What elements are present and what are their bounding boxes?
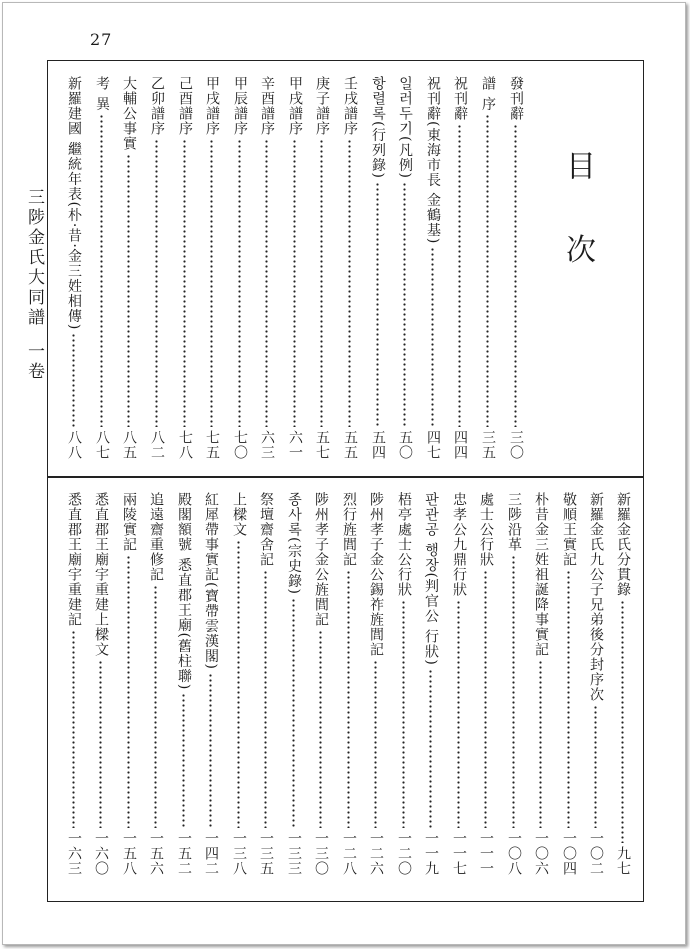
leader-dots — [587, 705, 604, 828]
toc-entry[interactable] — [505, 492, 522, 876]
toc-entry-title: 處士公行狀 — [478, 492, 494, 567]
toc-entry-title: 兩陵實記 — [121, 492, 137, 552]
toc-entry-page: 一六三 — [66, 831, 82, 876]
page-number: 27 — [90, 30, 113, 49]
leader-dots — [147, 585, 164, 828]
toc-entry-page: 八八 — [66, 430, 82, 460]
toc-entry-page: 一〇八 — [506, 831, 522, 876]
toc-entry-title: 悉直郡王廟宇重建上樑文 — [93, 492, 109, 657]
leader-dots — [231, 139, 248, 427]
toc-divider — [47, 476, 644, 478]
toc-entry-page: 一五八 — [121, 831, 137, 876]
toc-entry[interactable] — [285, 492, 302, 876]
leader-dots — [257, 570, 274, 828]
leader-dots — [369, 182, 386, 427]
toc-entry[interactable] — [367, 492, 384, 876]
toc-entry[interactable] — [203, 76, 220, 460]
toc-entry-title: 항렬록(行列錄) — [370, 76, 386, 179]
toc-entry[interactable] — [450, 492, 467, 876]
toc-entry-page: 六三 — [259, 430, 275, 460]
toc-entry-page: 一五六 — [148, 831, 164, 876]
toc-entry-title: 甲辰譜序 — [232, 76, 248, 136]
toc-entry-page: 四四 — [452, 430, 468, 460]
toc-entry[interactable] — [257, 492, 274, 876]
toc-entry[interactable] — [147, 492, 164, 876]
leader-dots — [505, 555, 522, 828]
toc-entry[interactable] — [587, 492, 604, 876]
toc-entry-page: 六一 — [287, 430, 303, 460]
toc-entry-title: 陟州孝子金公旌閭記 — [313, 492, 329, 627]
toc-entry-page: 三五 — [480, 430, 496, 460]
toc-entry[interactable] — [614, 492, 631, 876]
leader-dots — [148, 139, 165, 427]
leader-dots — [450, 600, 467, 828]
toc-entry-title: 新羅金氏九公子兄弟後分封序次 — [588, 492, 604, 702]
toc-entry-page: 一三八 — [231, 831, 247, 876]
toc-entry[interactable] — [341, 76, 358, 460]
toc-entry-title: 乙卯譜序 — [149, 76, 165, 136]
toc-entry[interactable] — [479, 76, 496, 460]
toc-entry-title: 殿閣額號 悉直郡王廟(舊柱聯) — [176, 492, 192, 691]
toc-entry-title: 新羅金氏分貫錄 — [615, 492, 631, 597]
toc-entry-title: 壬戌譜序 — [342, 76, 358, 136]
toc-entry-page: 一三三 — [286, 831, 302, 876]
leader-dots — [395, 600, 412, 828]
toc-entry[interactable] — [92, 492, 109, 876]
toc-entry-title: 譜 序 — [480, 76, 496, 112]
toc-entry-title: 大輔公事實 — [121, 76, 137, 151]
toc-entry[interactable] — [65, 76, 82, 460]
toc-entry-page: 一〇六 — [533, 831, 549, 876]
leader-dots — [120, 154, 137, 427]
leader-dots — [396, 182, 413, 427]
toc-entry[interactable] — [312, 492, 329, 876]
leader-dots — [560, 570, 577, 828]
leader-dots — [230, 540, 247, 828]
toc-entry[interactable] — [422, 492, 439, 876]
toc-entry-title: 發刊辭 — [508, 76, 524, 121]
toc-entry-title: 陟州孝子金公錫祚旌閭記 — [368, 492, 384, 657]
leader-dots — [614, 600, 631, 843]
toc-entry-title: 庚子譜序 — [314, 76, 330, 136]
leader-dots — [312, 630, 329, 828]
toc-entry[interactable] — [286, 76, 303, 460]
toc-entry[interactable] — [340, 492, 357, 876]
toc-entry[interactable] — [369, 76, 386, 460]
toc-entry-title: 三陟沿革 — [506, 492, 522, 552]
toc-entry[interactable] — [65, 492, 82, 876]
toc-entry-page: 五四 — [370, 430, 386, 460]
leader-dots — [175, 693, 192, 828]
toc-entry[interactable] — [451, 76, 468, 460]
toc-entry-title: 己酉譜序 — [177, 76, 193, 136]
toc-entry[interactable] — [532, 492, 549, 876]
toc-entry[interactable] — [396, 76, 413, 460]
toc-entry[interactable] — [395, 492, 412, 876]
toc-entry-page: 一五二 — [176, 831, 192, 876]
toc-entry-page: 一二〇 — [396, 831, 412, 876]
toc-entry[interactable] — [176, 76, 193, 460]
toc-entry-title: 敬順王實記 — [561, 492, 577, 567]
toc-entry-page: 八七 — [94, 430, 110, 460]
toc-entry-page: 一四二 — [203, 831, 219, 876]
toc-entry[interactable] — [258, 76, 275, 460]
toc-entry-page: 一〇二 — [588, 831, 604, 876]
leader-dots — [93, 114, 110, 427]
toc-entry-title: 판관공 행장(判官公 行狀) — [423, 492, 439, 666]
toc-entry-page: 三〇 — [508, 430, 524, 460]
toc-entry-page: 五七 — [314, 430, 330, 460]
spine-label — [22, 188, 47, 382]
leader-dots — [286, 139, 303, 427]
toc-entry-page: 一一九 — [423, 831, 439, 876]
leader-dots — [313, 139, 330, 427]
toc-entry-title: 祝刊辭 — [452, 76, 468, 121]
leader-dots — [65, 630, 82, 828]
toc-entry-page: 八五 — [121, 430, 137, 460]
toc-entry[interactable] — [231, 76, 248, 460]
toc-entry-title: 甲戌譜序 — [204, 76, 220, 136]
leader-dots — [532, 660, 549, 828]
toc-entry[interactable] — [93, 76, 110, 460]
toc-entry-page: 一二八 — [341, 831, 357, 876]
toc-entry-title: 紅犀帶事實記(寶帶雲漢閣) — [203, 492, 219, 670]
leader-dots — [422, 669, 439, 828]
toc-entry-page: 五〇 — [397, 430, 413, 460]
toc-entry-title: 祭壇齋舍記 — [258, 492, 274, 567]
toc-entry-title: 일러두기(凡例) — [397, 76, 413, 179]
toc-entry-title: 忠孝公九鼎行狀 — [451, 492, 467, 597]
leader-dots — [477, 570, 494, 828]
leader-dots — [92, 660, 109, 828]
leader-dots — [202, 673, 219, 828]
toc-entry-title: 新羅建國 繼統年表(朴·昔·金三姓相傳) — [66, 76, 82, 331]
toc-entry-title: 祝刊辭(東海市長 金鶴基) — [425, 76, 441, 245]
leader-dots — [424, 247, 441, 427]
spine-title: 三陟金氏大同譜 — [24, 188, 44, 328]
leader-dots — [451, 124, 468, 427]
leader-dots — [65, 333, 82, 427]
toc-entry-page: 一〇四 — [561, 831, 577, 876]
toc-entry[interactable] — [313, 76, 330, 460]
toc-entry-title: 烈行旌閭記 — [341, 492, 357, 567]
leader-dots — [341, 139, 358, 427]
leader-dots — [507, 124, 524, 427]
toc-entry-page: 一三〇 — [313, 831, 329, 876]
leader-dots — [340, 570, 357, 828]
toc-entry-title: 甲戌譜序 — [287, 76, 303, 136]
toc-entry[interactable] — [477, 492, 494, 876]
toc-entry[interactable] — [424, 76, 441, 460]
toc-entry[interactable] — [560, 492, 577, 876]
toc-entry-title: 上樑文 — [231, 492, 247, 537]
leader-dots — [479, 114, 496, 427]
toc-entry-page: 一三五 — [258, 831, 274, 876]
toc-entry[interactable] — [175, 492, 192, 876]
leader-dots — [367, 660, 384, 828]
toc-entry-page: 一一一 — [478, 831, 494, 876]
toc-entry-title: 종사록(宗史錄) — [286, 492, 302, 595]
toc-entry[interactable] — [120, 76, 137, 460]
toc-entry-page: 一二六 — [368, 831, 384, 876]
toc-entry-title: 悉直郡王廟宇重建記 — [66, 492, 82, 627]
toc-entry-page: 一一七 — [451, 831, 467, 876]
toc-entry-page: 一六〇 — [93, 831, 109, 876]
toc-entry-title: 考 異 — [94, 76, 110, 112]
toc-entry-page: 八二 — [149, 430, 165, 460]
toc-heading: 目 次 — [560, 150, 595, 286]
spine-volume: 一卷 — [24, 342, 44, 382]
toc-entry-page: 九七 — [615, 846, 631, 876]
leader-dots — [120, 555, 137, 828]
toc-entry[interactable] — [230, 492, 247, 876]
toc-entry-title: 朴昔金三姓祖誕降事實記 — [533, 492, 549, 657]
toc-entry-title: 辛酉譜序 — [259, 76, 275, 136]
leader-dots — [285, 598, 302, 828]
toc-entry-title: 追遠齋重修記 — [148, 492, 164, 582]
toc-entry[interactable] — [507, 76, 524, 460]
toc-entry-page: 七五 — [204, 430, 220, 460]
toc-entry[interactable] — [148, 76, 165, 460]
toc-entry[interactable] — [202, 492, 219, 876]
leader-dots — [176, 139, 193, 427]
toc-entry-page: 五五 — [342, 430, 358, 460]
toc-entry[interactable] — [120, 492, 137, 876]
toc-entry-page: 七八 — [177, 430, 193, 460]
leader-dots — [258, 139, 275, 427]
toc-entry-page: 四七 — [425, 430, 441, 460]
toc-entry-title: 梧亭處士公行狀 — [396, 492, 412, 597]
toc-entry-page: 七〇 — [232, 430, 248, 460]
leader-dots — [203, 139, 220, 427]
